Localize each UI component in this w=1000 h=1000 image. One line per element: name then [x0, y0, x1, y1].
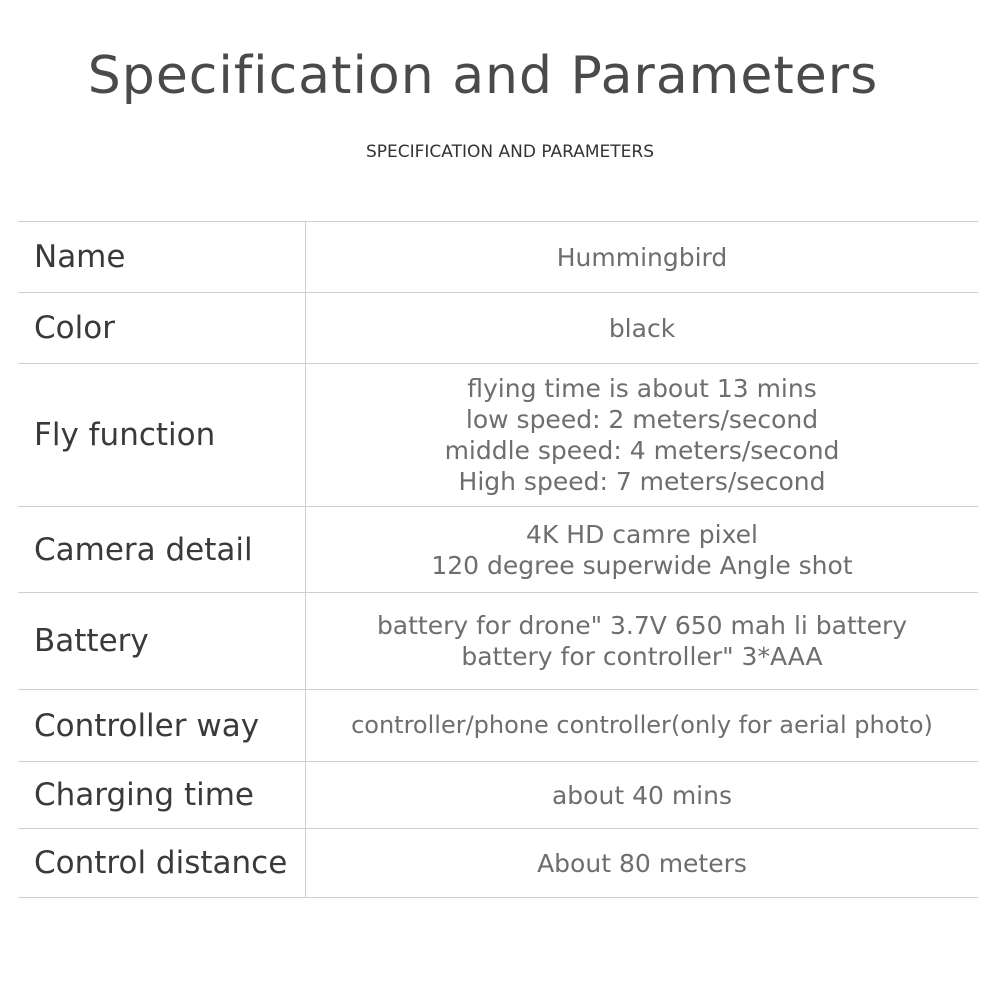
spec-row-charging-time — [18, 762, 978, 829]
spec-row-controller-way — [18, 690, 978, 762]
spec-row-camera-detail — [18, 507, 978, 593]
page-subtitle: SPECIFICATION AND PARAMETERS — [365, 142, 655, 162]
spec-label: Fly function — [18, 364, 306, 506]
spec-value-line: 120 degree superwide Angle shot — [431, 550, 853, 580]
spec-row-color — [18, 293, 978, 364]
spec-value-line: battery for controller" 3*AAA — [461, 642, 823, 671]
spec-value-line: battery for drone" 3.7V 650 mah li battery — [376, 611, 908, 640]
spec-value-line: flying time is about 13 mins — [467, 374, 817, 403]
spec-value-line: High speed: 7 meters/second — [458, 467, 826, 496]
spec-value — [306, 690, 978, 761]
spec-row-battery — [18, 593, 978, 690]
spec-value — [306, 829, 978, 897]
spec-value — [306, 593, 978, 689]
spec-value — [306, 293, 978, 363]
spec-label: Charging time — [18, 762, 306, 828]
spec-value — [306, 507, 978, 592]
spec-value — [306, 762, 978, 828]
spec-row-control-distance — [18, 829, 978, 898]
spec-value-line: about 40 mins — [551, 780, 732, 810]
spec-value-line: About 80 meters — [537, 848, 747, 878]
spec-value — [306, 364, 978, 506]
spec-label: Name — [18, 222, 306, 292]
spec-value-line: black — [608, 313, 676, 343]
spec-value-line: 4K HD camre pixel — [526, 519, 758, 549]
spec-table — [18, 221, 978, 898]
spec-label: Camera detail — [18, 507, 306, 592]
spec-label: Control distance — [18, 829, 306, 897]
page-title: Specification and Parameters — [87, 46, 879, 106]
spec-label: Color — [18, 293, 306, 363]
spec-label: Battery — [18, 593, 306, 689]
spec-value-line: low speed: 2 meters/second — [465, 405, 819, 434]
spec-value-line: controller/phone controller(only for aerial photo) — [351, 711, 933, 739]
spec-row-name — [18, 222, 978, 293]
spec-value-line: middle speed: 4 meters/second — [444, 436, 840, 465]
spec-value — [306, 222, 978, 292]
spec-row-fly-function — [18, 364, 978, 507]
spec-label: Controller way — [18, 690, 306, 761]
spec-value-line: Hummingbird — [556, 242, 728, 272]
